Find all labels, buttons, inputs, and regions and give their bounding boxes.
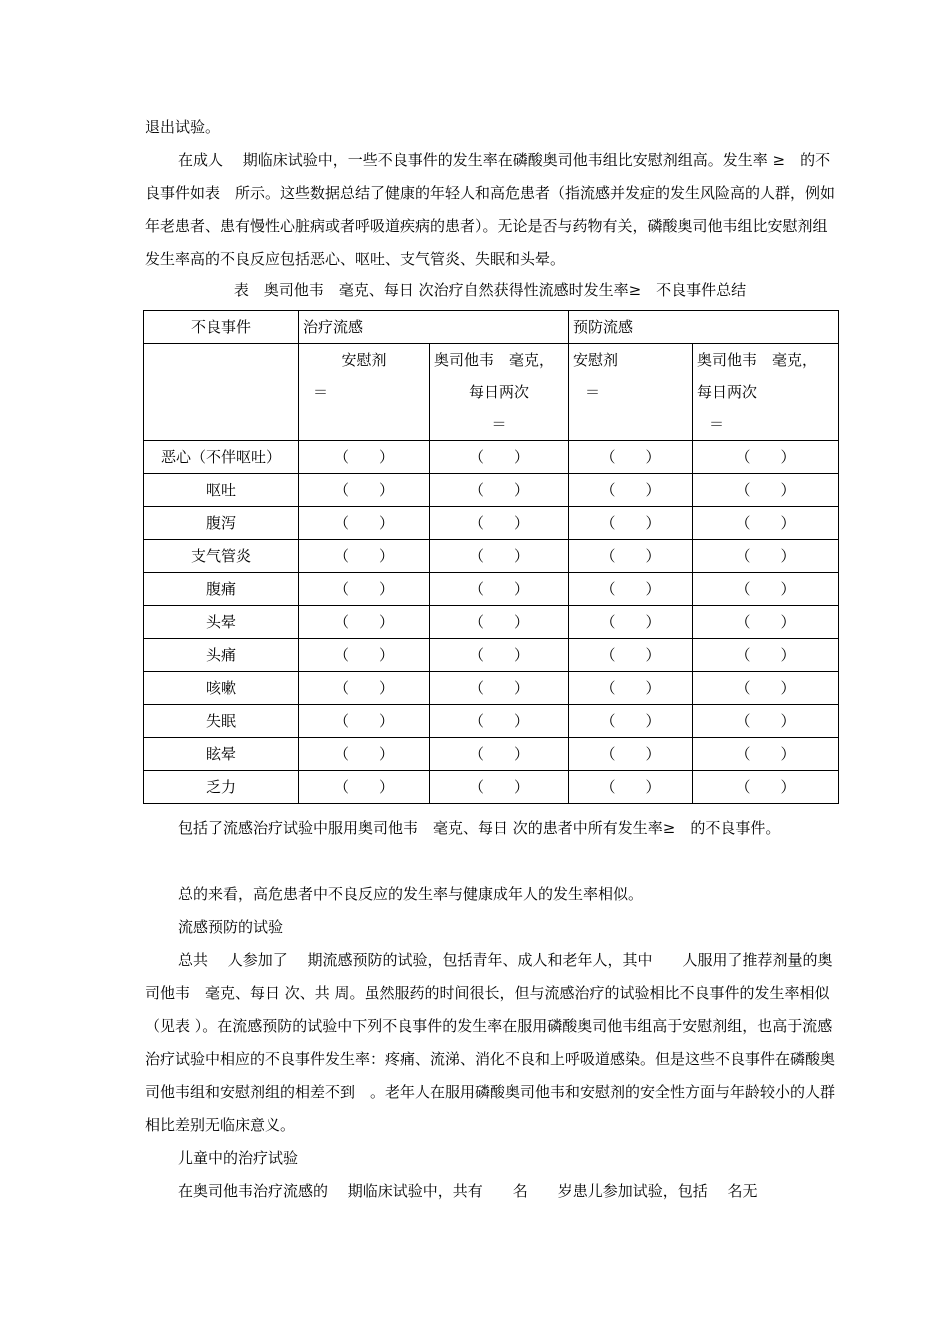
section-heading-children: 儿童中的治疗试验: [178, 1149, 299, 1167]
table-row: [144, 441, 839, 474]
table-row: [144, 606, 839, 639]
header-prev-placebo: [569, 344, 693, 441]
header-adverse-event: 不良事件: [144, 311, 299, 344]
incidence-cell: （ ）: [693, 474, 839, 507]
header-prevention-group: 预防流感: [569, 311, 839, 344]
incidence-cell: （ ）: [430, 474, 569, 507]
adverse-events-table: [143, 310, 839, 804]
prev-drug-label: 奥司他韦 毫克，: [697, 351, 818, 369]
table-row: [144, 573, 839, 606]
incidence-cell: （ ）: [299, 441, 430, 474]
incidence-cell: （ ）: [430, 738, 569, 771]
incidence-cell: （ ）: [693, 738, 839, 771]
incidence-cell: （ ）: [299, 672, 430, 705]
table-row: [144, 771, 839, 804]
table-row: [144, 738, 839, 771]
header-empty-cell: [144, 344, 299, 441]
paragraph-exit: 退出试验。: [145, 118, 221, 136]
incidence-cell: （ ）: [299, 738, 430, 771]
treat-drug-n: ＝: [491, 415, 507, 433]
incidence-cell: （ ）: [569, 507, 693, 540]
incidence-cell: （ ）: [569, 639, 693, 672]
incidence-cell: （ ）: [693, 507, 839, 540]
incidence-cell: （ ）: [430, 606, 569, 639]
incidence-cell: （ ）: [430, 639, 569, 672]
section-heading-prevention: 流感预防的试验: [178, 918, 284, 936]
event-name-cell: 乏力: [144, 771, 299, 804]
prev-drug-n: ＝: [709, 415, 725, 433]
incidence-cell: （ ）: [430, 441, 569, 474]
event-name-cell: 支气管炎: [144, 540, 299, 573]
table-row: [144, 672, 839, 705]
incidence-cell: （ ）: [430, 771, 569, 804]
incidence-cell: （ ）: [693, 771, 839, 804]
paragraph-adult-trials: 在成人 期临床试验中，一些不良事件的发生率在磷酸奥司他韦组比安慰剂组高。发生率 ≥ 的不良事件如表 所示。这些数据总结了健康的年轻人和高危患者（指流感并发症的发生风险高的人群，例如年老患者、患有慢性心脏病或者呼吸道疾病的患者）。无论是否与药物有关，磷酸奥司他韦组比安慰剂组发生率高的不良反应包括恶心、呕吐、支气管炎、失眠和头晕。: [145, 151, 836, 268]
paragraph-prevention: 总共 人参加了 期流感预防的试验，包括青年、成人和老年人，其中 人服用了推荐剂量的奥司他韦 毫克、每日 次、共 周。虽然服药的时间很长，但与流感治疗的试验相比不良事件的发生率相似（见表 ）。在流感预防的试验中下列不良事件的发生率在服用磷酸奥司他韦组高于安慰剂组，也高于流感治疗试验中相应的不良事件发生率：疼痛、流涕、消化不良和上呼吸道感染。但是这些不良事件在磷酸奥司他韦组和安慰剂组的相差不到 。老年人在服用磷酸奥司他韦和安慰剂的安全性方面与年龄较小的人群相比差别无临床意义。: [145, 951, 836, 1134]
incidence-cell: （ ）: [569, 672, 693, 705]
prev-placebo-n: ＝: [585, 383, 601, 401]
header-prev-drug: [693, 344, 839, 441]
incidence-cell: （ ）: [693, 606, 839, 639]
event-name-cell: 腹痛: [144, 573, 299, 606]
table-footnote: 包括了流感治疗试验中服用奥司他韦 毫克、每日 次的患者中所有发生率≥ 的不良事件。: [178, 819, 781, 837]
incidence-cell: （ ）: [299, 606, 430, 639]
incidence-cell: （ ）: [693, 639, 839, 672]
table-row: [144, 540, 839, 573]
incidence-cell: （ ）: [569, 441, 693, 474]
event-name-cell: 眩晕: [144, 738, 299, 771]
incidence-cell: （ ）: [299, 540, 430, 573]
event-name-cell: 恶心（不伴呕吐）: [144, 441, 299, 474]
table-row: [144, 639, 839, 672]
incidence-cell: （ ）: [569, 705, 693, 738]
treat-placebo-n: ＝: [313, 383, 329, 401]
header-treat-drug: [430, 344, 569, 441]
treat-drug-dose: 每日两次: [469, 383, 530, 401]
incidence-cell: （ ）: [430, 672, 569, 705]
incidence-cell: （ ）: [569, 606, 693, 639]
treat-placebo-label: 安慰剂: [341, 351, 387, 369]
incidence-cell: （ ）: [430, 573, 569, 606]
incidence-cell: （ ）: [569, 771, 693, 804]
incidence-cell: （ ）: [299, 507, 430, 540]
incidence-cell: （ ）: [299, 573, 430, 606]
table-row: [144, 507, 839, 540]
incidence-cell: （ ）: [693, 573, 839, 606]
event-name-cell: 腹泻: [144, 507, 299, 540]
header-treat-placebo: [299, 344, 430, 441]
event-name-cell: 头痛: [144, 639, 299, 672]
incidence-cell: （ ）: [569, 474, 693, 507]
prev-placebo-label: 安慰剂: [573, 351, 619, 369]
incidence-cell: （ ）: [569, 540, 693, 573]
incidence-cell: （ ）: [569, 738, 693, 771]
prev-drug-dose: 每日两次: [697, 383, 758, 401]
incidence-cell: （ ）: [299, 474, 430, 507]
event-name-cell: 失眠: [144, 705, 299, 738]
incidence-cell: （ ）: [430, 540, 569, 573]
incidence-cell: （ ）: [299, 771, 430, 804]
incidence-cell: （ ）: [693, 705, 839, 738]
table-row: [144, 705, 839, 738]
table-caption: 表 奥司他韦 毫克、每日 次治疗自然获得性流感时发生率≥ 不良事件总结: [233, 281, 747, 299]
incidence-cell: （ ）: [299, 705, 430, 738]
incidence-cell: （ ）: [430, 705, 569, 738]
event-name-cell: 咳嗽: [144, 672, 299, 705]
table-row: [144, 474, 839, 507]
incidence-cell: （ ）: [693, 540, 839, 573]
header-treatment-group: 治疗流感: [299, 311, 569, 344]
incidence-cell: （ ）: [569, 573, 693, 606]
event-name-cell: 呕吐: [144, 474, 299, 507]
incidence-cell: （ ）: [299, 639, 430, 672]
incidence-cell: （ ）: [693, 672, 839, 705]
paragraph-children: 在奥司他韦治疗流感的 期临床试验中，共有 名 岁患儿参加试验，包括 名无: [178, 1182, 758, 1200]
incidence-cell: （ ）: [430, 507, 569, 540]
adverse-events-body: [144, 441, 839, 804]
treat-drug-label: 奥司他韦 毫克，: [434, 351, 555, 369]
incidence-cell: （ ）: [693, 441, 839, 474]
paragraph-summary: 总的来看，高危患者中不良反应的发生率与健康成年人的发生率相似。: [178, 885, 644, 903]
event-name-cell: 头晕: [144, 606, 299, 639]
